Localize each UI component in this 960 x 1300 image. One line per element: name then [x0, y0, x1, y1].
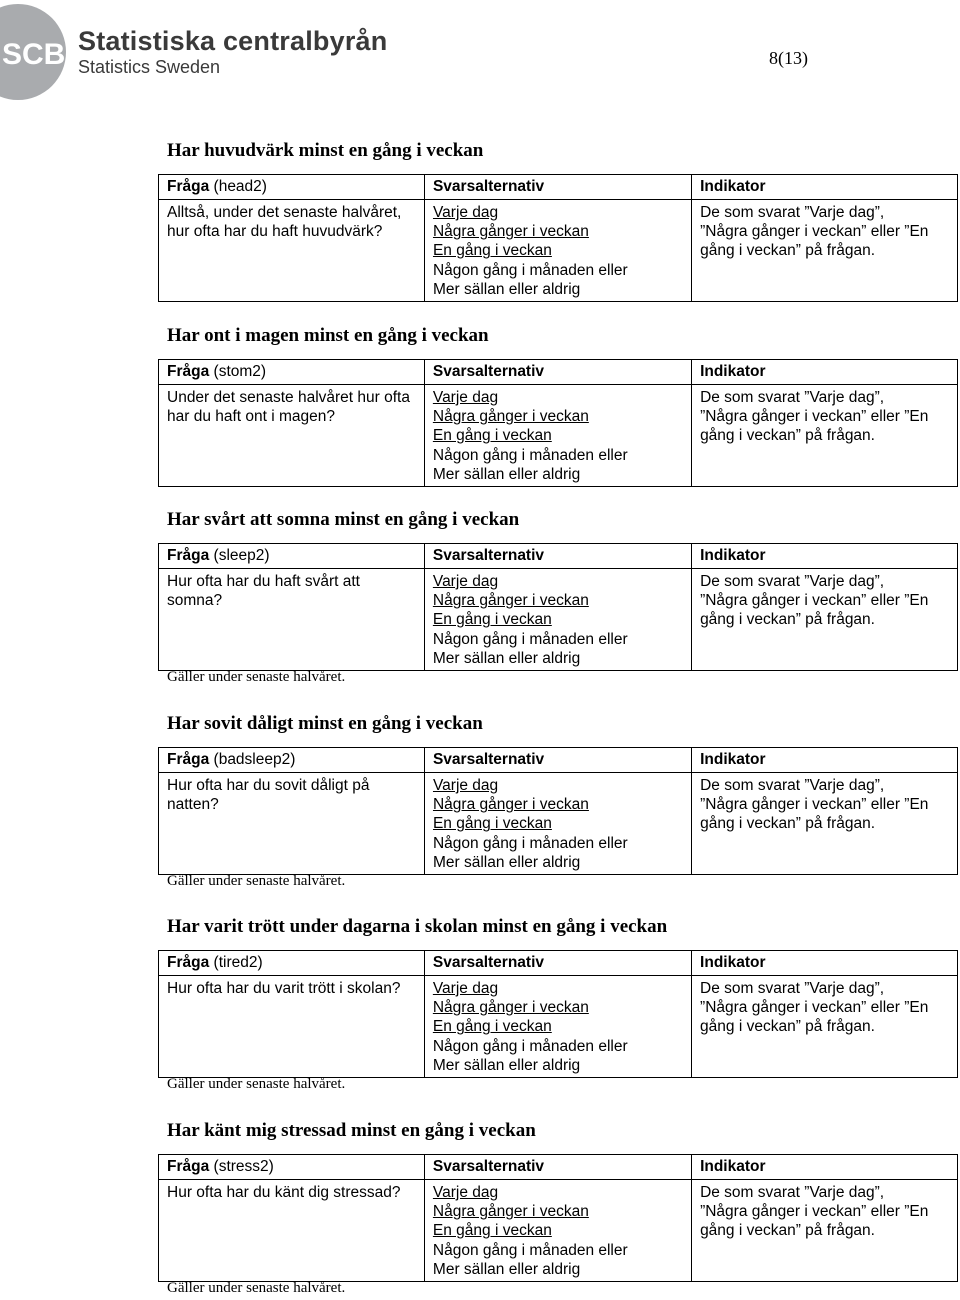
options-cell [424, 976, 691, 1078]
option-once-week: En gång i veckan [432, 815, 552, 833]
org-logo-text [78, 26, 387, 78]
option-several-times-week: Några gånger i veckan [432, 1203, 589, 1221]
option-several-times-week: Några gånger i veckan [432, 592, 589, 610]
question-header: Fråga (tired2) [159, 951, 425, 976]
section-title: Har sovit dåligt minst en gång i veckan [167, 713, 483, 734]
indicator-table [158, 950, 958, 1078]
question-text: Alltså, under det senaste halvåret, hur ofta har du haft huvudvärk? [167, 204, 402, 241]
indicator-header: Indikator [692, 1155, 958, 1180]
indicator-section [158, 1120, 958, 1299]
indicator-table [158, 747, 958, 875]
indicator-header: Indikator [692, 175, 958, 200]
question-cell [159, 976, 425, 1078]
page-header [0, 0, 960, 110]
question-header: Fråga (sleep2) [159, 544, 425, 569]
validity-note: Gäller under senaste halvåret. [167, 1076, 346, 1093]
indicator-section [158, 140, 958, 302]
scb-logo-icon [0, 2, 66, 102]
options-header: Svarsalternativ [424, 1155, 691, 1180]
question-text: Hur ofta har du varit trött i skolan? [167, 980, 401, 997]
validity-note: Gäller under senaste halvåret. [167, 669, 346, 686]
question-header: Fråga (badsleep2) [159, 748, 425, 773]
option-month: Någon gång i månaden eller [432, 630, 628, 648]
question-text: Under det senaste halvåret hur ofta har du haft ont i magen? [167, 389, 410, 426]
options-header: Svarsalternativ [424, 360, 691, 385]
option-rarely: Mer sällan eller aldrig [432, 280, 581, 298]
option-month: Någon gång i månaden eller [432, 1037, 628, 1055]
options-cell [424, 1180, 691, 1282]
option-month: Någon gång i månaden eller [432, 261, 628, 279]
question-text: Hur ofta har du haft svårt att somna? [167, 573, 360, 610]
options-cell [424, 569, 691, 671]
indicator-table [158, 174, 958, 302]
indicator-header: Indikator [692, 360, 958, 385]
question-header: Fråga (stom2) [159, 360, 425, 385]
section-title: Har ont i magen minst en gång i veckan [167, 325, 489, 346]
validity-note: Gäller under senaste halvåret. [167, 1280, 346, 1297]
option-several-times-week: Några gånger i veckan [432, 408, 589, 426]
question-text: Hur ofta har du känt dig stressad? [167, 1184, 401, 1201]
option-month: Någon gång i månaden eller [432, 446, 628, 464]
option-every-day: Varje dag [432, 204, 499, 221]
indicator-section [158, 916, 958, 1095]
indicator-header: Indikator [692, 544, 958, 569]
option-once-week: En gång i veckan [432, 242, 552, 260]
indicator-table [158, 1154, 958, 1282]
option-every-day: Varje dag [432, 980, 499, 997]
options-header: Svarsalternativ [424, 544, 691, 569]
indicator-section [158, 713, 958, 892]
section-title: Har huvudvärk minst en gång i veckan [167, 140, 484, 161]
options-cell [424, 773, 691, 875]
indicator-cell: De som svarat ”Varje dag”, ”Några gånger i veckan” eller ”En gång i veckan” på frågan. [692, 200, 958, 302]
indicator-table [158, 359, 958, 487]
options-header: Svarsalternativ [424, 951, 691, 976]
question-cell [159, 569, 425, 671]
question-text: Hur ofta har du sovit dåligt på natten? [167, 777, 370, 814]
option-every-day: Varje dag [432, 777, 499, 794]
org-name-en: Statistics Sweden [78, 57, 221, 77]
page-number: 8(13) [769, 48, 808, 68]
indicator-table [158, 543, 958, 671]
indicator-cell: De som svarat ”Varje dag”, ”Några gånger i veckan” eller ”En gång i veckan” på frågan. [692, 569, 958, 671]
option-several-times-week: Några gånger i veckan [432, 999, 589, 1017]
org-name: Statistiska centralbyrån [78, 26, 388, 56]
options-cell [424, 200, 691, 302]
question-cell [159, 1180, 425, 1282]
option-rarely: Mer sällan eller aldrig [432, 465, 581, 483]
option-every-day: Varje dag [432, 389, 499, 406]
indicator-cell: De som svarat ”Varje dag”, ”Några gånger i veckan” eller ”En gång i veckan” på frågan. [692, 1180, 958, 1282]
question-code: (stress2) [213, 1158, 274, 1175]
option-once-week: En gång i veckan [432, 1222, 552, 1240]
options-header: Svarsalternativ [424, 748, 691, 773]
question-code: (sleep2) [213, 547, 270, 564]
indicator-header: Indikator [692, 951, 958, 976]
question-code: (head2) [213, 178, 267, 195]
option-once-week: En gång i veckan [432, 1018, 552, 1036]
indicator-cell: De som svarat ”Varje dag”, ”Några gånger i veckan” eller ”En gång i veckan” på frågan. [692, 773, 958, 875]
logo-abbrev: SCB [2, 38, 66, 71]
question-header: Fråga (stress2) [159, 1155, 425, 1180]
question-cell [159, 385, 425, 487]
question-code: (stom2) [213, 363, 267, 380]
option-rarely: Mer sällan eller aldrig [432, 1260, 581, 1278]
option-rarely: Mer sällan eller aldrig [432, 853, 581, 871]
option-rarely: Mer sällan eller aldrig [432, 1056, 581, 1074]
option-rarely: Mer sällan eller aldrig [432, 649, 581, 667]
option-month: Någon gång i månaden eller [432, 834, 628, 852]
option-several-times-week: Några gånger i veckan [432, 223, 589, 241]
option-every-day: Varje dag [432, 573, 499, 590]
options-cell [424, 385, 691, 487]
section-title: Har varit trött under dagarna i skolan minst en gång i veckan [167, 916, 668, 937]
question-header: Fråga (head2) [159, 175, 425, 200]
option-once-week: En gång i veckan [432, 611, 552, 629]
option-once-week: En gång i veckan [432, 427, 552, 445]
option-several-times-week: Några gånger i veckan [432, 796, 589, 814]
question-cell [159, 200, 425, 302]
section-title: Har svårt att somna minst en gång i veckan [167, 509, 520, 530]
option-month: Någon gång i månaden eller [432, 1241, 628, 1259]
indicator-header: Indikator [692, 748, 958, 773]
indicator-section [158, 325, 958, 487]
question-code: (tired2) [213, 954, 263, 971]
question-cell [159, 773, 425, 875]
section-title: Har känt mig stressad minst en gång i veckan [167, 1120, 536, 1141]
question-code: (badsleep2) [213, 751, 296, 768]
indicator-section [158, 509, 958, 688]
option-every-day: Varje dag [432, 1184, 499, 1201]
indicator-cell: De som svarat ”Varje dag”, ”Några gånger i veckan” eller ”En gång i veckan” på frågan. [692, 976, 958, 1078]
validity-note: Gäller under senaste halvåret. [167, 873, 346, 890]
indicator-cell: De som svarat ”Varje dag”, ”Några gånger i veckan” eller ”En gång i veckan” på frågan. [692, 385, 958, 487]
options-header: Svarsalternativ [424, 175, 691, 200]
